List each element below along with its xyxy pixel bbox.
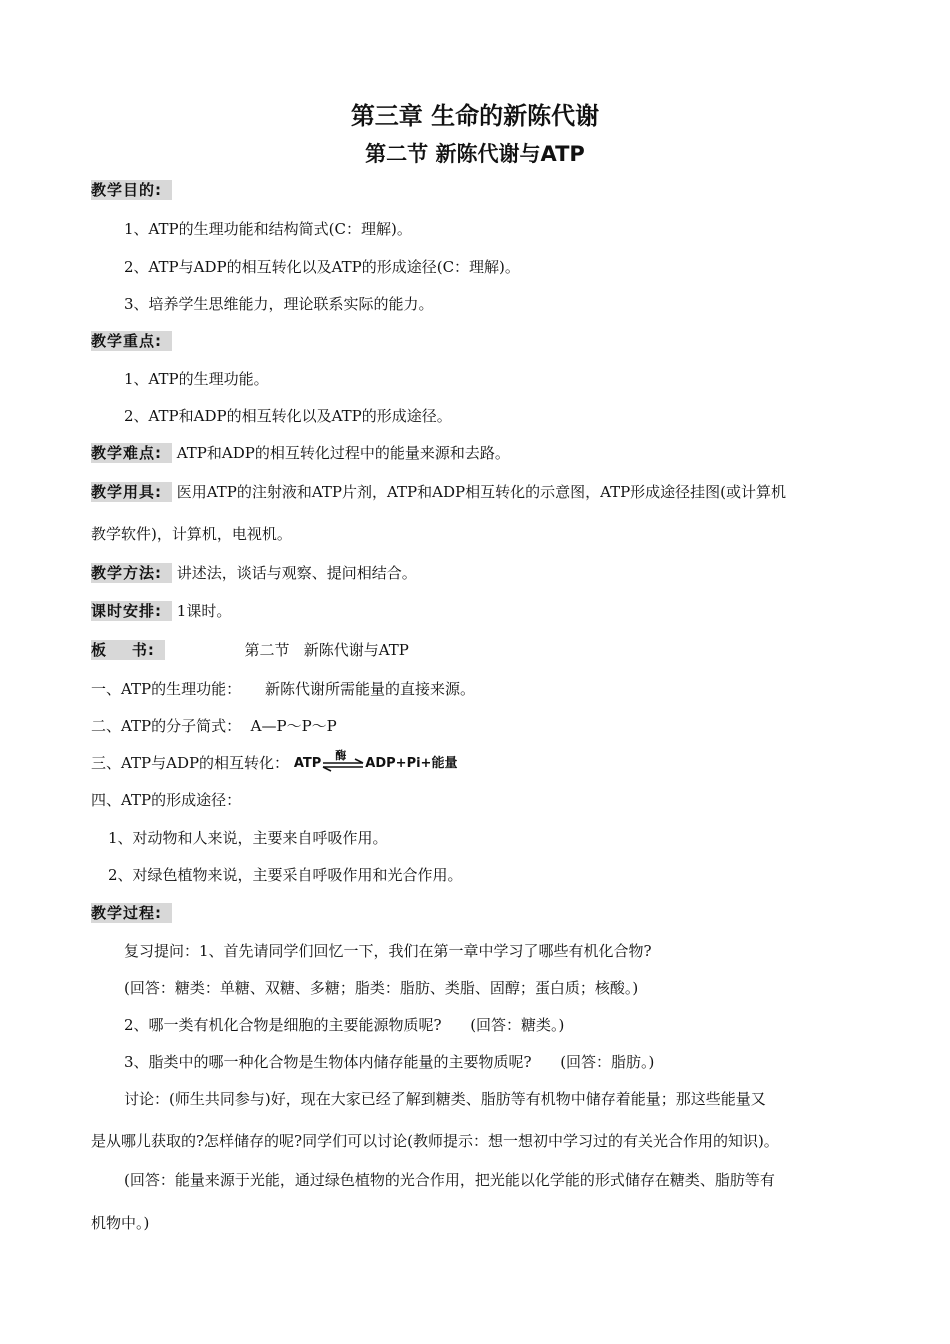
difficulty-text: ATP和ADP的相互转化过程中的能量来源和去路。 (176, 444, 510, 462)
key-points-label: 教学重点: (91, 331, 172, 351)
methods-label: 教学方法: (91, 563, 172, 583)
schedule-label: 课时安排: (91, 601, 172, 621)
chapter-title: 第三章 生命的新陈代谢 (350, 102, 600, 130)
section-title: 第二节 新陈代谢与ATP (365, 142, 585, 166)
process-line: 是从哪儿获取的?怎样储存的呢?同学们可以讨论(教师提示：想一想初中学习过的有关光合作用的知识)。 (91, 1132, 779, 1150)
goal-item: 2、ATP与ADP的相互转化以及ATP的形成途径(C：理解)。 (124, 258, 520, 276)
board-row (91, 640, 409, 660)
goal-item: 3、培养学生思维能力，理论联系实际的能力。 (124, 295, 434, 313)
board-line-conversion (91, 749, 458, 774)
process-heading (91, 903, 172, 923)
formula-left: ATP (293, 756, 322, 771)
key-points-heading (91, 331, 172, 351)
formula-enzyme: 酶 (335, 749, 347, 762)
formula-right: ADP+Pi+能量 (365, 756, 458, 771)
tools-text: 医用ATP的注射液和ATP片剂，ATP和ADP相互转化的示意图，ATP形成途径挂图(或计算机 (176, 483, 787, 501)
board-line: 二、ATP的分子简式： A—P～P～P (91, 717, 337, 735)
process-line: 3、脂类中的哪一种化合物是生物体内储存能量的主要物质呢? (回答：脂肪。) (124, 1053, 655, 1071)
process-label: 教学过程: (91, 903, 172, 923)
difficulty-row (91, 443, 510, 463)
conversion-label: 三、ATP与ADP的相互转化： (91, 754, 290, 772)
schedule-text: 1课时。 (176, 602, 232, 620)
key-point-item: 2、ATP和ADP的相互转化以及ATP的形成途径。 (124, 407, 452, 425)
methods-row (91, 563, 417, 583)
process-line: 2、哪一类有机化合物是细胞的主要能源物质呢? (回答：糖类。) (124, 1016, 565, 1034)
board-line: 一、ATP的生理功能： 新陈代谢所需能量的直接来源。 (91, 680, 475, 698)
difficulty-label: 教学难点: (91, 443, 172, 463)
board-label: 板 书: (91, 640, 165, 660)
process-line: 讨论：(师生共同参与)好，现在大家已经了解到糖类、脂肪等有机物中储存着能量；那这些能量又 (124, 1090, 766, 1108)
board-heading: 第二节 新陈代谢与ATP (244, 641, 409, 659)
tools-label: 教学用具: (91, 482, 172, 502)
goals-label: 教学目的: (91, 180, 172, 200)
goal-item: 1、ATP的生理功能和结构简式(C：理解)。 (124, 220, 412, 238)
tools-text-cont: 教学软件)，计算机，电视机。 (91, 525, 292, 543)
schedule-row (91, 601, 231, 621)
process-line: 复习提问：1、首先请同学们回忆一下，我们在第一章中学习了哪些有机化合物? (124, 942, 652, 960)
board-line: 四、ATP的形成途径： (91, 791, 242, 809)
tools-row (91, 482, 786, 502)
board-line: 1、对动物和人来说，主要来自呼吸作用。 (108, 829, 388, 847)
process-line: 机物中。) (91, 1214, 150, 1232)
methods-text: 讲述法，谈话与观察、提问相结合。 (176, 564, 417, 582)
goals-heading (91, 180, 172, 200)
process-line: (回答：能量来源于光能，通过绿色植物的光合作用，把光能以化学能的形式储存在糖类、脂肪等有 (124, 1171, 775, 1189)
process-line: (回答：糖类：单糖、双糖、多糖；脂类：脂肪、类脂、固醇；蛋白质；核酸。) (124, 979, 639, 997)
key-point-item: 1、ATP的生理功能。 (124, 370, 269, 388)
board-line: 2、对绿色植物来说，主要采自呼吸作用和光合作用。 (108, 866, 463, 884)
reversible-arrow-icon (321, 749, 365, 774)
atp-adp-formula (293, 749, 458, 774)
